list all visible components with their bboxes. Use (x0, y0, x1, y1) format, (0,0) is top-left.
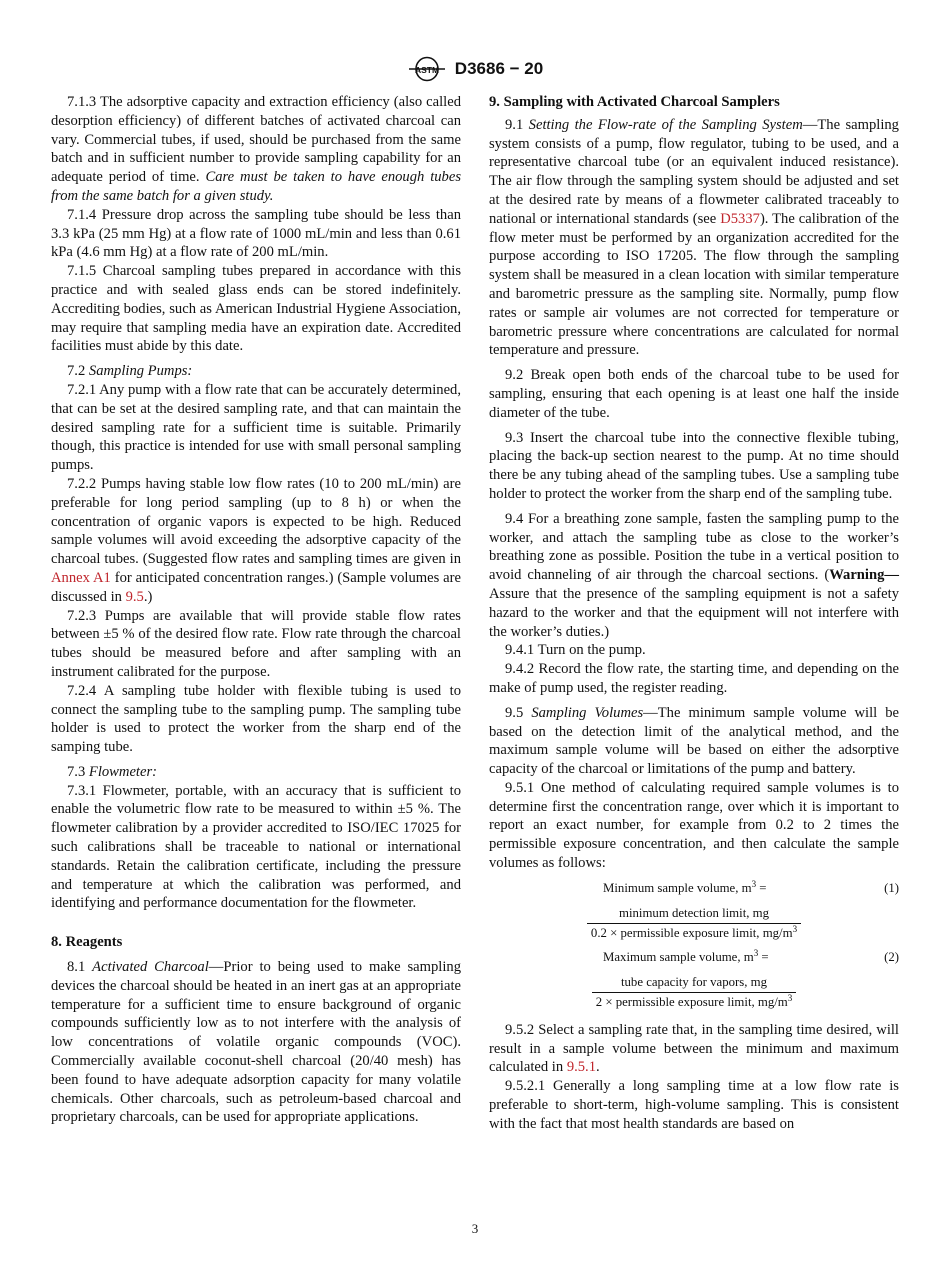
paragraph-7-2-4: 7.2.4 A sampling tube holder with flexible tubing is used to connect the sampling tube to the sampling pump. The sampling tube holder is used to protect the worker from the sharp end of the samping tube. (51, 682, 461, 756)
paragraph-9-4: 9.4 For a breathing zone sample, fasten the sampling pump to the worker, and attach the sampling tube as close to the worker’s breathing zone as possible. Position the tube in a vertical position to avoid channeling of air through the charcoal sections. (Warning—Assure that the presence of the sampling equipment is not a safety hazard to the worker and that the equipment will not interfere with the worker’s duties.) (489, 510, 899, 640)
paragraph-9-5: 9.5 Sampling Volumes—The minimum sample volume will be based on the detection limit of the analytical method, and the maximum sample volume will be based on either the adsorptive capacity of the charcoal or limitations of the pump and battery. (489, 704, 900, 778)
link-9-5[interactable]: 9.5 (125, 588, 144, 605)
equation-2-denominator: 2 × permissible exposure limit, $mg/m^3$ (592, 992, 797, 1011)
paragraph-7-2-2: 7.2.2 Pumps having stable low flow rates (10 to 200 mL/min) are preferable for long period sampling (up to 8 h) or when the concentration of organic vapors is expected to be high. Reduced sample volumes will avoid exceeding the adsorptive capacity of the charcoal tubes. (Suggested flow rates and sampling times are given in Annex A1 for anticipated concentration ranges.) (Sample volumes are discussed in 9.5.) (51, 475, 461, 605)
equation-1-lhs: Minimum sample volume, $m^3$ = (603, 878, 767, 895)
astm-logo-icon (407, 56, 447, 82)
equation-1-numerator: minimum detection limit, mg (619, 905, 769, 920)
equation-1-denominator: 0.2 × permissible exposure limit, $mg/m^3$ (587, 923, 801, 942)
paragraph-9-1: 9.1 Setting the Flow-rate of the Sampling System—The sampling system consists of a pump, flow regulator, tubing to be used, and a representative charcoal tube (or an equivalent induced resistance). The air flow through the sampling system should be adjusted and set at the desired rate by means of a flowmeter calibrated traceably to national or international standards (see D5337). The calibration of the flow meter must be performed by an organization accredited for the purpose according to ISO 17205. The flow through the sampling system shall be measured in a clean location with similar temperature and barometric pressure as the sampling site. Normally, pump flow rates or sample air volumes are not corrected for temperature or barometric pressure where concentrations are calculated for normal temperature and pressure. (489, 116, 899, 359)
paragraph-7-1-5: 7.1.5 Charcoal sampling tubes prepared in accordance with this practice and with sealed glass ends can be stored indefinitely. Accrediting bodies, such as American Industrial Hygiene Association, may require that sampling media have an expiration date. Accredited facilities must abide by this date. (51, 263, 461, 355)
paragraph-9-2: 9.2 Break open both ends of the charcoal tube to be used for sampling, ensuring that each opening is at least one half the inside diameter of the tube. (489, 367, 899, 421)
paragraph-7-3-1: 7.3.1 Flowmeter, portable, with an accuracy that is sufficient to enable the volumetric flow rate to be measured to within ±5 %. The flowmeter calibration by a provider accredited to ISO/IEC 17025 for such calibrations shall be traceable to national or international standards. Retain the calibration certificate, including the pressure and temperature at which the calibration was performed, and identifying and performance documentation for the flowmeter. (51, 782, 461, 912)
paragraph-9-3: 9.3 Insert the charcoal tube into the connective flexible tubing, placing the back-up section nearest to the pump. At no time should there be any tubing ahead of the sampling tubes. Use a sampling tube holder to protect the worker from the sharp end of the sampling tube. (489, 429, 899, 502)
equation-2-number: (2) (884, 949, 899, 964)
paragraph-7-2-1: 7.2.1 Any pump with a flow rate that can be accurately determined, that can be set at the desired sampling rate, and that can maintain the desired sampling rate for a sufficient time is suitable. Primarily though, this practice is intended for use with small personal sampling pumps. (51, 381, 461, 474)
left-column (51, 93, 461, 1127)
link-d5337[interactable]: D5337 (720, 210, 760, 227)
paragraph-7-2-3: 7.2.3 Pumps are available that will provide stable flow rates between ±5 % of the desired flow rate. Flow rate through the charcoal tubes should be measured before and after sampling with an instrument calibrated for the purpose. (51, 607, 461, 680)
link-annex-a1[interactable]: Annex A1 (51, 569, 111, 586)
equation-2-numerator: tube capacity for vapors, mg (620, 974, 768, 989)
heading-7-2: 7.2 Sampling Pumps: (67, 363, 193, 380)
section-heading-8: 8. Reagents (51, 934, 123, 951)
equation-2-lhs: Maximum sample volume, $m^3$ = (603, 947, 769, 964)
equation-1-number: (1) (884, 880, 899, 895)
equation-2-fraction (489, 974, 899, 1011)
paragraph-9-4-2: 9.4.2 Record the flow rate, the starting time, and depending on the make of pump used, the register reading. (489, 661, 899, 696)
page-header (0, 56, 950, 82)
right-column (489, 93, 899, 1134)
heading-7-3: 7.3 Flowmeter: (67, 763, 157, 780)
paragraph-9-5-2: 9.5.2 Select a sampling rate that, in the sampling time desired, will result in a sample volume between the minimum and maximum calculated in 9.5.1. (489, 1021, 899, 1076)
section-heading-9: 9. Sampling with Activated Charcoal Samplers (489, 94, 780, 110)
paragraph-9-5-1: 9.5.1 One method of calculating required sample volumes is to determine first the concentration range, over which it is important to report an exact number, for example from 0.2 to 2 times the permissible exposure concentration, and then calculate the sample volumes as follows: (489, 779, 899, 872)
equation-2 (489, 948, 899, 968)
page-number: 3 (471, 1221, 479, 1236)
svg-text:ASTM: ASTM (414, 65, 439, 75)
paragraph-9-4-1: 9.4.1 Turn on the pump. (505, 642, 646, 659)
equation-1 (489, 879, 899, 899)
paragraph-9-5-2-1: 9.5.2.1 Generally a long sampling time at a low flow rate is preferable to short-term, high-volume sampling. This is consistent with the fact that most health standards are based on (489, 1078, 899, 1132)
link-9-5-1[interactable]: 9.5.1 (566, 1059, 596, 1076)
paragraph-8-1: 8.1 Activated Charcoal—Prior to being used to make sampling devices the charcoal should be heated in an inert gas at an appropriate temperature for a sufficient time to ensure background of organic compounds sufficiently low as to not interfere with the analysis of low concentrations of volatile organic compounds (VOC). Commercially available coconut-shell charcoal (20/40 mesh) has been found to have adequate adsorption capacity for many volatile chemicals. Other charcoals, such as petroleum-based charcoal and proprietary charcoals, can be used for appropriate applications. (51, 959, 461, 1126)
equation-1-fraction (489, 905, 899, 942)
document-id: D3686 − 20 (454, 59, 544, 78)
paragraph-7-1-3: 7.1.3 The adsorptive capacity and extraction efficiency (also called desorption efficiency) of different batches of activated charcoal can vary. Commercial tubes, if used, should be purchased from the same batch and in sufficient number to provide sampling capability for an adequate period of time. Care must be taken to have enough tubes from the same batch for a given study. (51, 94, 462, 204)
paragraph-7-1-4: 7.1.4 Pressure drop across the sampling tube should be less than 3.3 kPa (25 mm Hg) at a flow rate of 1000 mL/min and less than 0.61 kPa (4.6 mm Hg) at a flow rate of 200 mL/min. (51, 206, 461, 261)
